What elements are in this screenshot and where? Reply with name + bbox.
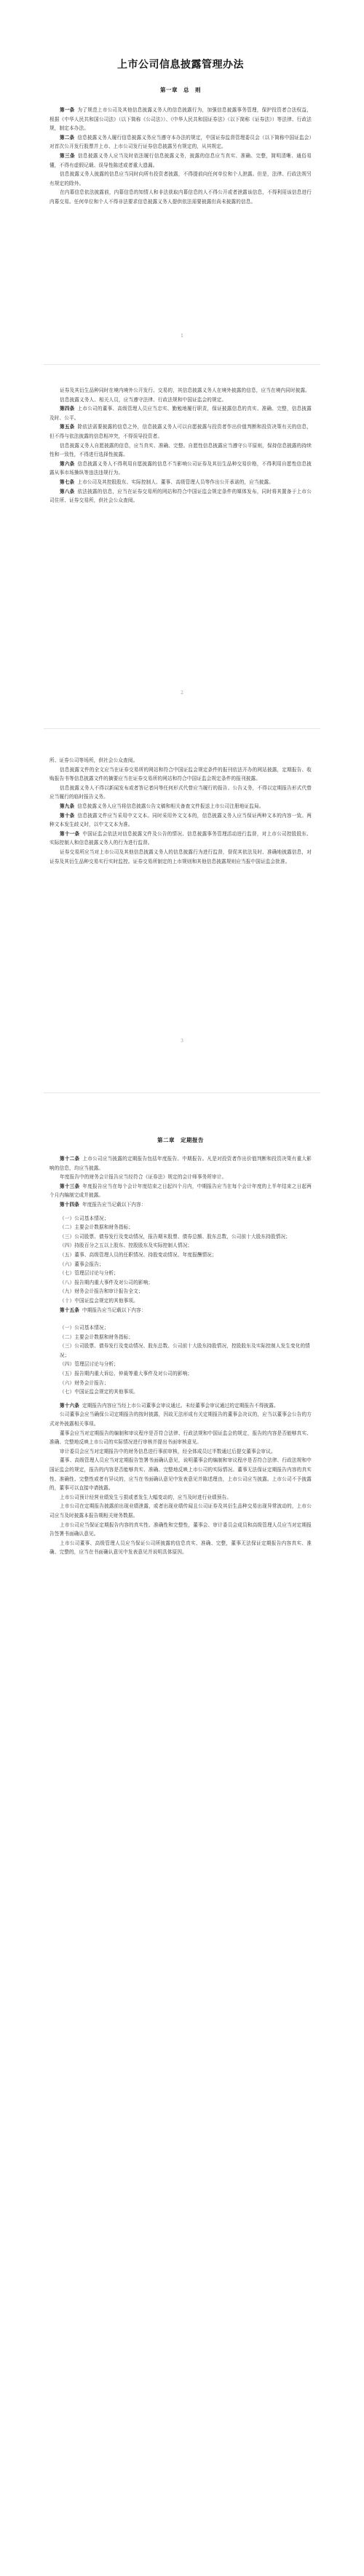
article-7-number: 第七条 xyxy=(60,478,75,485)
page-4 xyxy=(0,1136,364,1557)
paragraph: 上市公司预计经营业绩发生亏损或者发生大幅变动的，应当及时进行业绩预告。 xyxy=(60,1494,232,1500)
paragraph: 在内幕信息依法披露前，内幕信息的知情人和非法获取内幕信息的人不得公开或者泄露该信息，不得利用该信息进行内幕交易。任何单位和个人不得非法要求信息披露义务人提供依法需要披露但尚未披露的信息。 xyxy=(50,189,312,205)
article-1 xyxy=(50,106,312,133)
list-item: （五）董事、高级管理人员的任职情况、持股变动情况、年度报酬情况； xyxy=(60,1251,217,1258)
list-item: （四）管理层讨论与分析； xyxy=(60,1361,119,1368)
page-separator xyxy=(44,728,320,729)
list-item: （三）公司股票、债券发行及变动情况，报告期末股票、债券总额、股东总数，公司前十大股东持股情况； xyxy=(60,1233,290,1240)
paragraph: 上市公司董事、高级管理人员应当保证公司所披露的信息真实、准确、完整，董事无法保证定期报告内容真实、准确、完整的，应当在书面确认意见中发表意见并说明具体原因。 xyxy=(50,1540,312,1556)
list-item: （二）主要会计数据和财务指标； xyxy=(60,1334,134,1340)
paragraph: 证券交易所应当对上市公司及其他信息披露义务人的信息披露行为进行监督，督促其依法及时、准确地披露信息，对证券及其衍生品种交易实行实时监控。证券交易所制定的上市规则和其他信息披露规则应当报中国证监会批准。 xyxy=(50,848,312,864)
article-16-text: 定期报告内容应当经上市公司董事会审议通过。未经董事会审议通过的定期报告不得披露。 xyxy=(82,1402,279,1409)
article-9-text: 信息披露义务人应当将信息披露公告文稿和相关备查文件报送上市公司注册地证监局。 xyxy=(77,803,264,809)
chapter-2-title: 第二章 定期报告 xyxy=(157,1137,204,1143)
paragraph: 所、证券公司等场所，供社会公众查阅。 xyxy=(50,757,138,763)
article-16 xyxy=(50,1401,312,1411)
page-1 xyxy=(0,57,364,207)
paragraph: 信息披露义务人、相关人员，应当遵守法律、行政法规和中国证监会的规定。 xyxy=(60,396,227,403)
article-16-number: 第十六条 xyxy=(60,1402,79,1409)
article-12-text: 上市公司应当披露的定期报告包括年度报告、中期报告。凡是对投资者作出价值判断和投资决策有重大影响的信息，均应当披露。 xyxy=(50,1156,312,1171)
list-item: （一）公司基本情况； xyxy=(60,1325,109,1331)
article-6-text: 信息披露义务人不得利用自愿披露的信息不当影响公司证券及其衍生品种交易价格，不得利用自愿性信息披露从事市场操纵等违法违规行为。 xyxy=(50,460,312,476)
article-12-number: 第十二条 xyxy=(60,1156,80,1162)
paragraph: 年度报告中的财务会计报告应当经符合《证券法》规定的会计师事务所审计。 xyxy=(60,1174,227,1181)
article-3-number: 第三条 xyxy=(60,152,75,159)
article-10-number: 第十条 xyxy=(60,812,75,819)
paragraph: 信息披露文件的全文应当在证券交易所的网站和符合中国证监会规定条件的报刊依法开办的网站披露，定期报告、收购报告书等信息披露文件的摘要应当在证券交易所的网站和符合中国证监会规定条件的报刊披露。 xyxy=(50,766,312,782)
page-2 xyxy=(0,386,364,505)
article-15 xyxy=(50,1306,312,1315)
article-9-number: 第九条 xyxy=(60,803,75,809)
article-1-number: 第一条 xyxy=(60,107,75,113)
article-7 xyxy=(50,478,312,487)
list-item: （六）财务会计报告； xyxy=(60,1379,109,1386)
article-5 xyxy=(50,422,312,441)
paragraph: 董事、高级管理人员应当对定期报告签署书面确认意见，说明董事会的编制和审议程序是否符合法律、行政法规和中国证监会的规定，报告的内容是否能够真实、准确、完整地反映上市公司的实际情况。董事无法保证定期报告内容的真实性、准确性、完整性或者有异议的，应当在书面确认意见中发表意见并陈述理由，上市公司应当披露。上市公司不予披露的，董事可以直接申请披露。 xyxy=(50,1457,312,1492)
paragraph: 上市公司在定期报告披露前出现业绩泄露，或者出现业绩传闻且公司证券及其衍生品种交易出现异常波动的，上市公司应当及时披露本报告期相关财务数据。 xyxy=(50,1503,312,1519)
list-item: （六）董事会报告； xyxy=(60,1261,104,1267)
page-3 xyxy=(0,756,364,866)
paragraph: 上市公司应当保证定期报告内容的真实性、准确性和完整性，董事会、审计委员会成员和高级管理人员应当对定期报告签署书面确认意见。 xyxy=(50,1521,312,1537)
page-separator xyxy=(44,364,320,365)
article-2-text: 信息披露义务人履行信息披露义务应当遵守本办法的规定，中国证券监督管理委员会（以下简称中国证监会）对首次公开发行股票并上市、上市公司发行证券信息披露另有规定的，从其规定。 xyxy=(50,134,312,150)
article-10-text: 信息披露文件应当采用中文文本。同时采用外文文本的，信息披露义务人应当保证两种文本的内容一致。两种文本发生歧义时，以中文文本为准。 xyxy=(50,812,312,828)
article-8-number: 第八条 xyxy=(60,488,75,495)
article-11-number: 第十一条 xyxy=(60,830,80,837)
article-13-text: 年度报告应当在每个会计年度结束之日起四个月内，中期报告应当在每个会计年度的上半年结束之日起两个月内编制完成并披露。 xyxy=(50,1183,312,1199)
page-number: 3 xyxy=(181,1039,183,1044)
article-4-text: 上市公司的董事、高级管理人员应当忠实、勤勉地履行职责，保证披露信息的真实、准确、完整，信息披露及时、公平。 xyxy=(50,406,312,421)
article-2 xyxy=(50,133,312,151)
paragraph: 证券及其衍生品种同时在境内境外公开发行、交易的，其信息披露义务人在境外披露的信息，应当在境内同时披露。 xyxy=(60,387,310,393)
article-13 xyxy=(50,1182,312,1200)
article-1-text: 为了规范上市公司及其他信息披露义务人的信息披露行为，加强信息披露事务管理，保护投资者合法权益，根据《中华人民共和国公司法》（以下简称《公司法》）、《中华人民共和国证券法》（以下简称《证券法》）等法律、行政法规，制定本办法。 xyxy=(50,107,312,132)
paragraph: 公司董事会应当确保公司定期报告的按时披露，因故无法形成有关定期报告的董事会决议的，应当以董事会公告的方式对外披露相关事项。 xyxy=(50,1411,312,1427)
article-9 xyxy=(50,802,312,811)
article-14 xyxy=(50,1200,312,1210)
list-item: （八）报告期内重大事件及对公司的影响； xyxy=(60,1279,154,1285)
paragraph: 信息披露义务人披露的信息应当同时向所有投资者披露，不得提前向任何单位和个人泄露。但是，法律、行政法规另有规定的除外。 xyxy=(50,171,312,186)
article-14-text: 年度报告应当记载以下内容： xyxy=(82,1201,146,1208)
article-15-number: 第十五条 xyxy=(60,1307,79,1313)
paragraph: 信息披露义务人不得以新闻发布或者答记者问等任何形式代替应当履行的报告、公告义务，不得以定期报告形式代替应当履行的临时报告义务。 xyxy=(50,784,312,800)
article-12 xyxy=(50,1154,312,1173)
article-6-number: 第六条 xyxy=(60,460,75,467)
list-item: （二）主要会计数据和财务指标； xyxy=(60,1224,134,1231)
list-item: （九）财务会计报告和审计报告全文； xyxy=(60,1288,143,1295)
article-2-number: 第二条 xyxy=(60,134,75,141)
article-4-number: 第四条 xyxy=(60,406,75,412)
page-number: 1 xyxy=(181,334,183,339)
list-item: （四）持股百分之五以上股东、控股股东及实际控制人情况； xyxy=(60,1242,193,1249)
list-item: （三）公司股票、债券发行及变动情况、股东总数、公司前十大股东持股情况，控股股东及实际控制人发生变化的情况； xyxy=(60,1343,310,1358)
paragraph: 董事会应当对定期报告的编制和审议程序是否符合法律、行政法规和中国证监会的规定，报告的内容是否能够真实、准确、完整地反映上市公司的实际情况进行审核并提出书面审核意见。 xyxy=(50,1430,312,1446)
article-3 xyxy=(50,151,312,170)
article-11-text: 中国证监会依法对信息披露文件及公告的情况、信息披露事务管理活动进行监督，对上市公司控股股东、实际控制人和信息披露义务人的行为进行监督。 xyxy=(50,830,312,846)
article-8-text: 依法披露的信息，应当在证券交易所的网站和符合中国证监会规定条件的媒体发布，同时将其置备于上市公司住所、证券交易所，供社会公众查阅。 xyxy=(50,488,312,504)
article-5-text: 除依法需要披露的信息之外，信息披露义务人可以自愿披露与投资者作出价值判断和投资决策有关的信息，但不得与依法披露的信息相冲突，不得误导投资者。 xyxy=(50,424,312,439)
article-14-number: 第十四条 xyxy=(60,1201,79,1208)
article-10 xyxy=(50,811,312,830)
article-7-text: 上市公司及其控股股东、实际控制人、董事、高级管理人员等作出公开承诺的，应当披露。 xyxy=(77,478,274,485)
paragraph: 信息披露义务人自愿披露的信息，应当真实、准确、完整。自愿性信息披露应当遵守公平原则，保持信息披露的持续性和一致性，不得进行选择性披露。 xyxy=(50,442,312,458)
list-item: （一）公司基本情况； xyxy=(60,1215,109,1221)
article-5-number: 第五条 xyxy=(60,424,75,430)
list-item: （七）管理层讨论与分析； xyxy=(60,1270,119,1277)
article-4 xyxy=(50,404,312,422)
article-15-text: 中期报告应当记载以下内容： xyxy=(82,1307,146,1313)
article-3-text: 信息披露义务人应当及时依法履行信息披露义务，披露的信息应当真实、准确、完整，简明清晰、通俗易懂，不得有虚假记载、误导性陈述或者重大遗漏。 xyxy=(50,152,312,168)
list-item: （七）中国证监会规定的其他事项。 xyxy=(60,1389,138,1395)
list-item: （十）中国证监会规定的其他事项。 xyxy=(60,1297,138,1304)
article-6 xyxy=(50,460,312,478)
page-number: 2 xyxy=(181,690,183,696)
article-11 xyxy=(50,830,312,848)
paragraph: 审计委员会应当对定期报告中的财务信息进行事前审核，经全体成员过半数通过后提交董事会审议。 xyxy=(60,1448,276,1454)
article-13-number: 第十三条 xyxy=(60,1183,80,1189)
article-8 xyxy=(50,487,312,505)
chapter-1-title: 第一章 总 则 xyxy=(160,87,201,93)
list-item: （五）报告期内重大诉讼、仲裁等重大事件及对公司的影响； xyxy=(60,1371,193,1377)
page-separator xyxy=(44,1092,320,1093)
document-title: 上市公司信息披露管理办法 xyxy=(117,59,244,71)
